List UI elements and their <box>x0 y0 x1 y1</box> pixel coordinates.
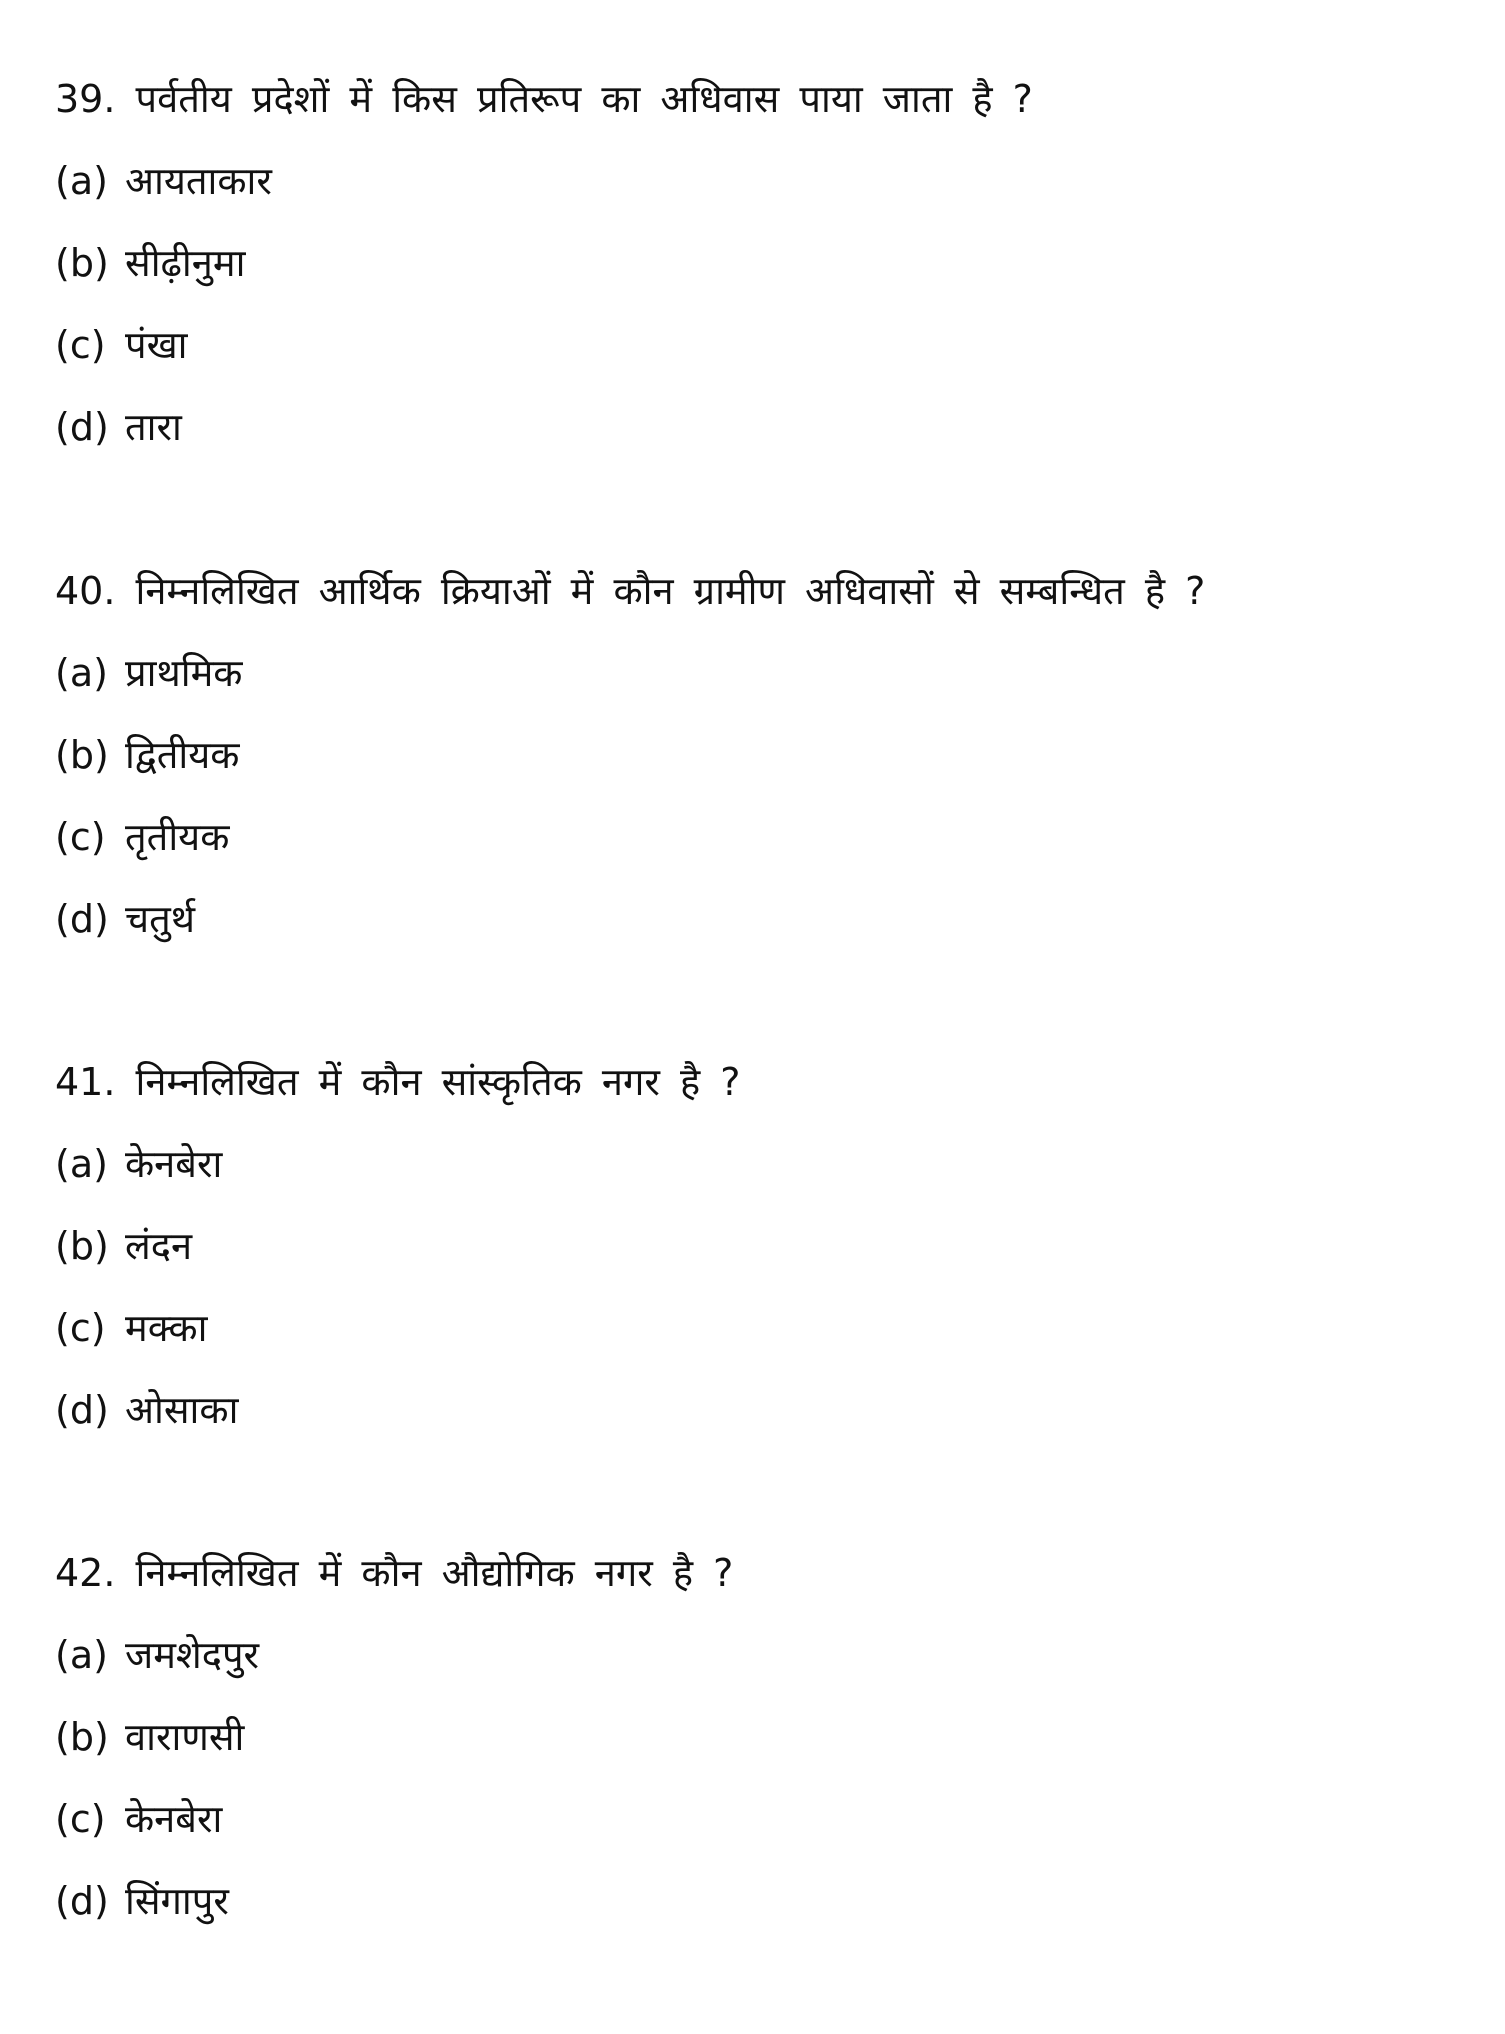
question-41 <box>55 1055 1455 1437</box>
option-b <box>55 1219 1455 1273</box>
option-text: केनबेरा <box>125 1142 223 1186</box>
option-text: पंखा <box>125 323 188 367</box>
option-label: (a) <box>55 1633 108 1677</box>
option-c <box>55 810 1455 864</box>
question-text: 40. निम्नलिखित आर्थिक क्रियाओं में कौन ग्रामीण अधिवासों से सम्बन्धित है ? <box>55 569 1206 613</box>
option-d <box>55 400 1455 454</box>
option-d <box>55 1383 1455 1437</box>
option-a <box>55 1628 1455 1682</box>
question-39 <box>55 72 1455 454</box>
option-text: मक्का <box>125 1306 208 1350</box>
option-text: केनबेरा <box>125 1797 223 1841</box>
question-40 <box>55 564 1455 946</box>
option-text: चतुर्थ <box>125 897 196 941</box>
option-text: सिंगापुर <box>125 1879 229 1923</box>
option-a <box>55 154 1455 208</box>
option-text: वाराणसी <box>125 1715 245 1759</box>
question-text: 41. निम्नलिखित में कौन सांस्कृतिक नगर है ? <box>55 1060 741 1104</box>
option-label: (a) <box>55 159 108 203</box>
option-text: तृतीयक <box>125 815 230 859</box>
option-text: तारा <box>125 405 182 449</box>
option-label: (c) <box>55 815 106 859</box>
question-text: 39. पर्वतीय प्रदेशों में किस प्रतिरूप का अधिवास पाया जाता है ? <box>55 77 1033 121</box>
option-c <box>55 1301 1455 1355</box>
option-c <box>55 1792 1455 1846</box>
option-label: (b) <box>55 241 109 285</box>
question-42 <box>55 1546 1455 1928</box>
option-text: आयताकार <box>125 159 272 203</box>
option-text: प्राथमिक <box>125 651 243 695</box>
option-label: (b) <box>55 1715 109 1759</box>
option-label: (c) <box>55 1306 106 1350</box>
option-label: (d) <box>55 897 109 941</box>
option-text: जमशेदपुर <box>125 1633 260 1677</box>
option-d <box>55 1874 1455 1928</box>
option-label: (a) <box>55 651 108 695</box>
option-label: (b) <box>55 1224 109 1268</box>
option-text: द्वितीयक <box>125 733 240 777</box>
option-label: (b) <box>55 733 109 777</box>
option-b <box>55 236 1455 290</box>
option-label: (d) <box>55 1879 109 1923</box>
option-text: लंदन <box>125 1224 193 1268</box>
option-text: ओसाका <box>125 1388 239 1432</box>
option-label: (c) <box>55 1797 106 1841</box>
option-b <box>55 728 1455 782</box>
option-label: (d) <box>55 1388 109 1432</box>
option-a <box>55 1137 1455 1191</box>
option-label: (a) <box>55 1142 108 1186</box>
option-b <box>55 1710 1455 1764</box>
option-text: सीढ़ीनुमा <box>125 241 246 285</box>
option-label: (d) <box>55 405 109 449</box>
option-a <box>55 646 1455 700</box>
option-d <box>55 892 1455 946</box>
question-text: 42. निम्नलिखित में कौन औद्योगिक नगर है ? <box>55 1551 734 1595</box>
option-c <box>55 318 1455 372</box>
option-label: (c) <box>55 323 106 367</box>
